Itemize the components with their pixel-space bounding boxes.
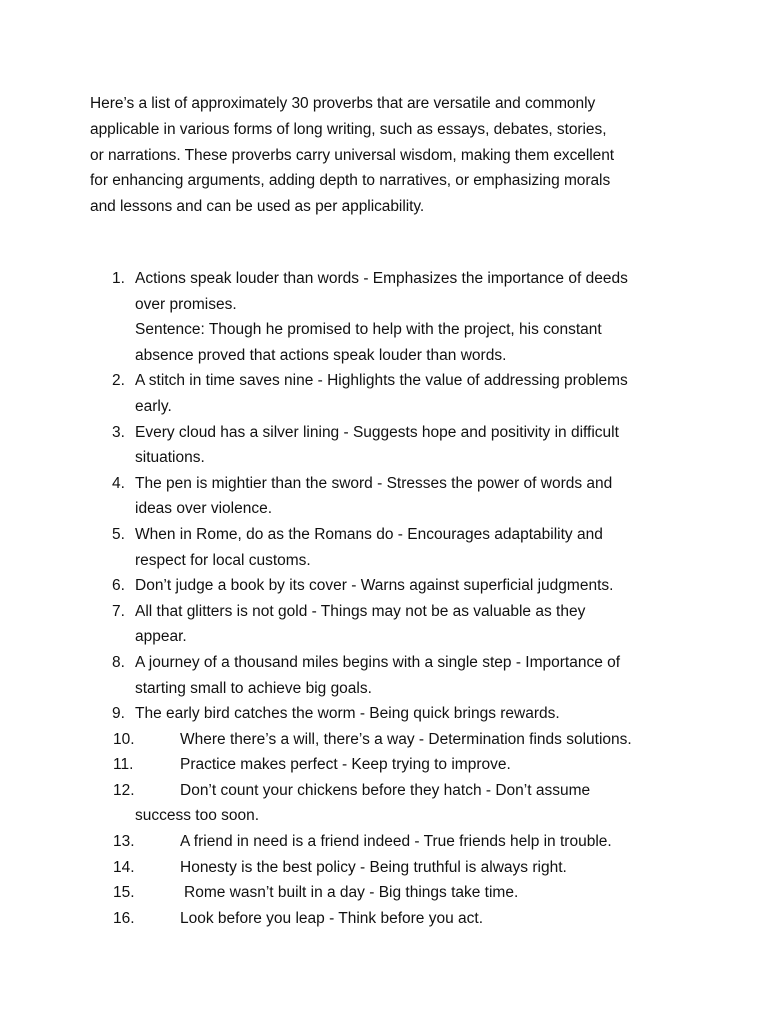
list-text <box>135 752 695 778</box>
list-text <box>135 471 695 522</box>
list-text-line: A journey of a thousand miles begins with a single step - Importance of <box>135 653 621 671</box>
intro-paragraph <box>90 91 690 220</box>
list-text-line: The pen is mightier than the sword - Stresses the power of words and <box>135 474 613 492</box>
list-text-line: success too soon. <box>135 807 260 825</box>
list-item <box>0 855 768 881</box>
list-text-line: Look before you leap - Think before you act. <box>180 909 484 927</box>
intro-line: for enhancing arguments, adding depth to narratives, or emphasizing morals <box>90 172 611 190</box>
list-item <box>0 522 768 573</box>
list-number: 12. <box>113 781 135 799</box>
list-text <box>135 368 695 419</box>
list-text-line: Honesty is the best policy - Being truthful is always right. <box>180 858 567 876</box>
list-text <box>135 855 695 881</box>
list-number: 9. <box>112 705 125 723</box>
list-text-line: A friend in need is a friend indeed - True friends help in trouble. <box>180 833 612 851</box>
list-item <box>0 727 768 753</box>
list-text <box>135 420 695 471</box>
list-item <box>0 368 768 419</box>
list-text <box>135 266 695 368</box>
list-item <box>0 573 768 599</box>
list-number: 4. <box>112 474 125 492</box>
list-number: 14. <box>113 858 135 876</box>
proverb-list <box>0 266 768 931</box>
list-text-line: The early bird catches the worm - Being quick brings rewards. <box>135 705 560 723</box>
list-item <box>0 266 768 368</box>
list-item <box>0 778 768 829</box>
list-item <box>0 906 768 932</box>
list-number: 8. <box>112 653 125 671</box>
list-item <box>0 599 768 650</box>
list-text <box>135 906 695 932</box>
list-text-line: Don’t count your chickens before they hatch - Don’t assume <box>180 781 591 799</box>
list-text-line: respect for local customs. <box>135 551 311 569</box>
list-text-line: Where there’s a will, there’s a way - Determination finds solutions. <box>180 730 632 748</box>
list-text-line: A stitch in time saves nine - Highlights the value of addressing problems <box>135 372 628 390</box>
list-text <box>135 701 695 727</box>
list-text-line: starting small to achieve big goals. <box>135 679 372 697</box>
list-text-line: over promises. <box>135 295 237 313</box>
list-item <box>0 752 768 778</box>
list-text-line: Every cloud has a silver lining - Suggests hope and positivity in difficult <box>135 423 619 441</box>
list-number: 6. <box>112 577 125 595</box>
list-number: 5. <box>112 525 125 543</box>
list-number: 1. <box>112 270 125 287</box>
list-number: 13. <box>113 833 135 851</box>
list-number: 11. <box>113 756 134 774</box>
list-text-line: Sentence: Though he promised to help with the project, his constant <box>135 321 602 339</box>
intro-line: and lessons and can be used as per applicability. <box>90 198 425 216</box>
list-number: 10. <box>113 730 135 748</box>
list-text-line: Don’t judge a book by its cover - Warns against superficial judgments. <box>135 577 614 595</box>
list-text-line: Practice makes perfect - Keep trying to improve. <box>180 756 511 774</box>
list-text-line: Rome wasn’t built in a day - Big things take time. <box>184 884 519 902</box>
list-text <box>135 880 695 906</box>
list-text <box>135 522 695 573</box>
list-text-line: situations. <box>135 449 205 467</box>
list-text-line: early. <box>135 397 172 415</box>
intro-line: or narrations. These proverbs carry universal wisdom, making them excellent <box>90 146 615 164</box>
list-text <box>135 727 695 753</box>
intro-line: applicable in various forms of long writing, such as essays, debates, stories, <box>90 120 607 138</box>
list-text-line: When in Rome, do as the Romans do - Encourages adaptability and <box>135 525 603 543</box>
list-item <box>0 650 768 701</box>
list-text-line: All that glitters is not gold - Things may not be as valuable as they <box>135 602 586 620</box>
list-text <box>135 650 695 701</box>
list-item <box>0 471 768 522</box>
list-item <box>0 420 768 471</box>
list-text <box>135 599 695 650</box>
intro-line: Here’s a list of approximately 30 proverbs that are versatile and commonly <box>90 95 596 112</box>
list-text-line: Actions speak louder than words - Emphasizes the importance of deeds <box>135 270 628 287</box>
list-number: 7. <box>112 602 125 620</box>
list-number: 2. <box>112 372 125 390</box>
list-number: 15. <box>113 884 135 902</box>
list-item <box>0 829 768 855</box>
list-text <box>135 778 695 829</box>
list-text-line: absence proved that actions speak louder than words. <box>135 346 507 364</box>
list-number: 16. <box>113 909 135 927</box>
list-number: 3. <box>112 423 125 441</box>
list-item <box>0 701 768 727</box>
list-text-line: appear. <box>135 628 187 646</box>
list-text <box>135 829 695 855</box>
list-text <box>135 573 695 599</box>
list-item <box>0 880 768 906</box>
list-text-line: ideas over violence. <box>135 500 272 518</box>
